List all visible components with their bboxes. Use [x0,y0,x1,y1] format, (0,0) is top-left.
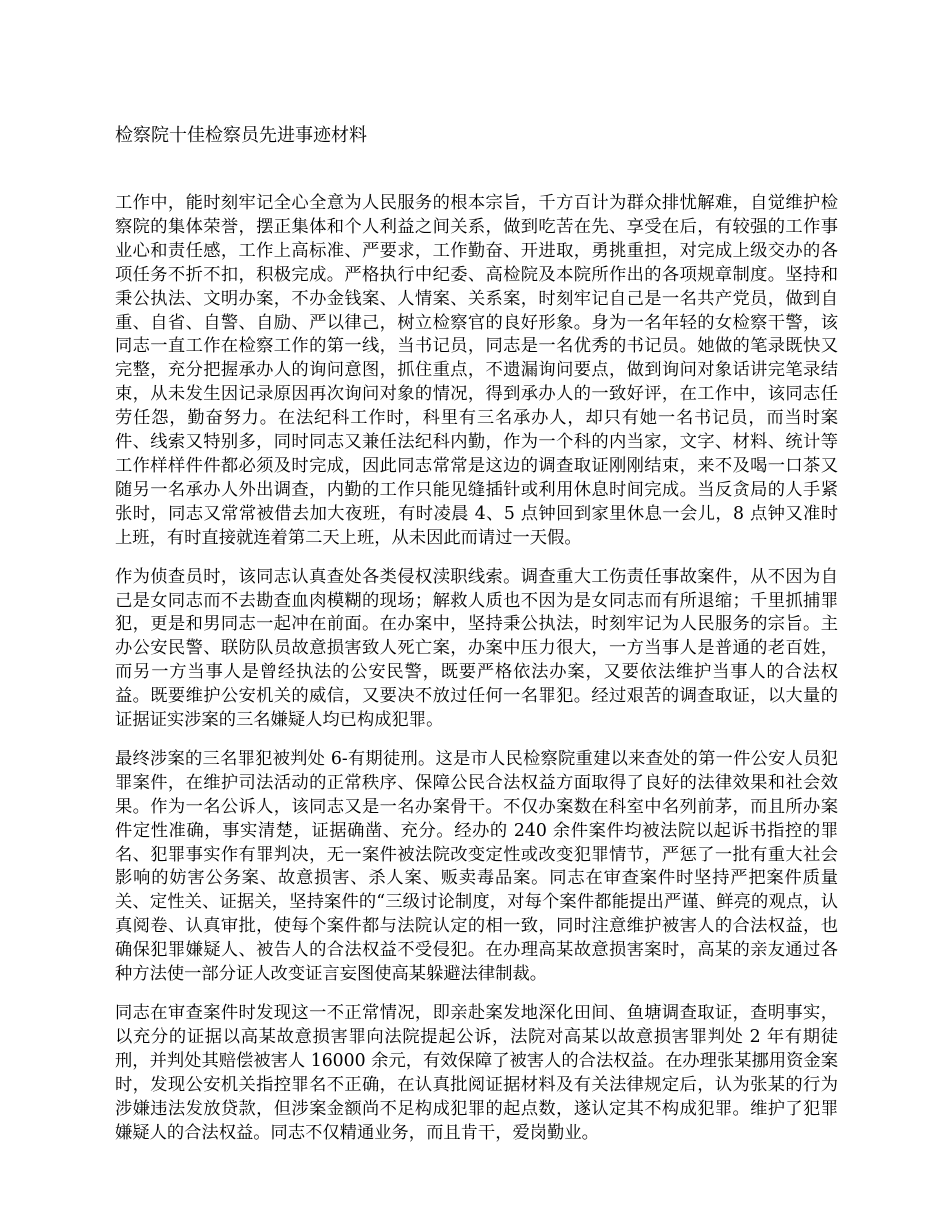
paragraph: 作为侦查员时，该同志认真查处各类侵权渎职线索。调查重大工伤责任事故案件，从不因为自己是女同志而不去勘查血肉模糊的现场；解救人质也不因为是女同志而有所退缩；千里抓捕罪犯，更是和男同志一起冲在前面。在办案中，坚持秉公执法，时刻牢记为人民服务的宗旨。主办公安民警、联防队员故意损害致人死亡案，办案中压力很大，一方当事人是普通的老百姓，而另一方当事人是曾经执法的公安民警，既要严格依法办案，又要依法维护当事人的合法权益。既要维护公安机关的威信，又要决不放过任何一名罪犯。经过艰苦的调查取证，以大量的证据证实涉案的三名嫌疑人均已构成犯罪。 [115,566,838,731]
paragraph: 工作中，能时刻牢记全心全意为人民服务的根本宗旨，千方百计为群众排忧解难，自觉维护检察院的集体荣誉，摆正集体和个人利益之间关系，做到吃苦在先、享受在后，有较强的工作事业心和责任感，工作上高标准、严要求，工作勤奋、开进取，勇挑重担，对完成上级交办的各项任务不折不扣，积极完成。严格执行中纪委、高检院及本院所作出的各项规章制度。坚持和秉公执法、文明办案，不办金钱案、人情案、关系案，时刻牢记自己是一名共产党员，做到自重、自省、自警、自励、严以律己，树立检察官的良好形象。身为一名年轻的女检察干警，该同志一直工作在检察工作的第一线，当书记员，同志是一名优秀的书记员。她做的笔录既快又完整，充分把握承办人的询问意图，抓住重点，不遗漏询问要点，做到询问对象话讲完笔录结束，从未发生因记录原因再次询问对象的情况，得到承办人的一致好评，在工作中，该同志任劳任怨，勤奋努力。在法纪科工作时，科里有三名承办人，却只有她一名书记员，而当时案件、线索又特别多，同时同志又兼任法纪科内勤，作为一个科的内当家，文字、材料、统计等工作样样件件都必须及时完成，因此同志常常是这边的调查取证刚刚结束，来不及喝一口茶又随另一名承办人外出调查，内勤的工作只能见缝插针或利用休息时间完成。当反贪局的人手紧张时，同志又常常被借去加大夜班，有时凌晨 4、5 点钟回到家里休息一会儿，8 点钟又准时上班，有时直接就连着第二天上班，从未因此而请过一天假。 [115,193,838,548]
document-body [115,192,838,1160]
paragraph: 最终涉案的三名罪犯被判处 6-有期徒刑。这是市人民检察院重建以来查处的第一件公安人员犯罪案件，在维护司法活动的正常秩序、保障公民合法权益方面取得了良好的法律效果和社会效果。作为一名公诉人，该同志又是一名办案骨干。不仅办案数在科室中名列前茅，而且所办案件定性准确，事实清楚，证据确凿、充分。经办的 240 余件案件均被法院以起诉书指控的罪名、犯罪事实作有罪判决，无一案件被法院改变定性或改变犯罪情节，严惩了一批有重大社会影响的妨害公务案、故意损害、杀人案、贩卖毒品案。同志在审查案件时坚持严把案件质量关、定性关、证据关，坚持案件的“三级讨论制度，对每个案件都能提出严谨、鲜亮的观点，认真阅卷、认真审批，使每个案件都与法院认定的相一致，同时注意维护被害人的合法权益，也确保犯罪嫌疑人、被告人的合法权益不受侵犯。在办理高某故意损害案时，高某的亲友通过各种方法使一部分证人改变证言妄图使高某躲避法律制裁。 [115,748,838,985]
document-title: 检察院十佳检察员先进事迹材料 [115,125,367,146]
paragraph: 同志在审查案件时发现这一不正常情况，即亲赴案发地深化田间、鱼塘调查取证，查明事实，以充分的证据以高某故意损害罪向法院提起公诉，法院对高某以故意损害罪判处 2 年有期徒刑，并判处其赔偿被害人 16000 余元，有效保障了被害人的合法权益。在办理张某挪用资金案时，发现公安机关指控罪名不正确，在认真批阅证据材料及有关法律规定后，认为张某的行为涉嫌违法发放贷款，但涉案金额尚不足构成犯罪的起点数，遂认定其不构成犯罪。维护了犯罪嫌疑人的合法权益。同志不仅精通业务，而且肯干，爱岗勤业。 [115,1003,838,1143]
